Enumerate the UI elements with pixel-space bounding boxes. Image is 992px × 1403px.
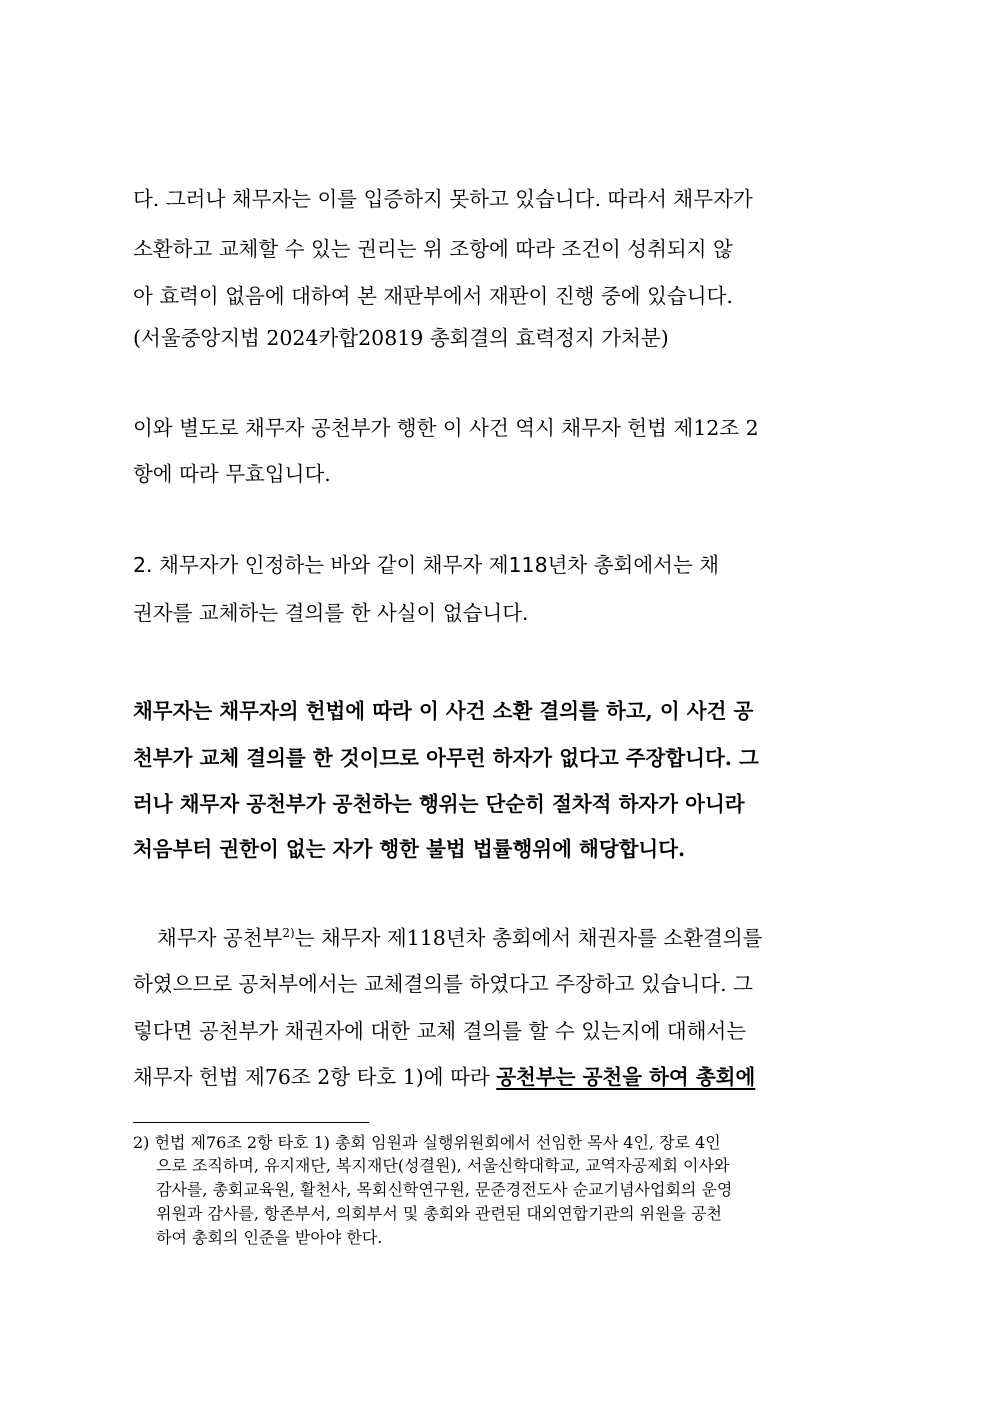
body-line: 렇다면 공천부가 채권자에 대한 교체 결의를 할 수 있는지에 대해서는 [133,1019,747,1043]
text-run: 는 채무자 제118년차 총회에서 채권자를 소환결의를 [294,926,763,950]
bold-line: 처음부터 권한이 없는 자가 행한 불법 법률행위에 해당합니다. [133,837,686,861]
body-line: 이와 별도로 채무자 공천부가 행한 이 사건 역시 채무자 헌법 제12조 2 [133,416,759,440]
bold-line: 러나 채무자 공천부가 공천하는 행위는 단순히 절차적 하자가 아니라 [133,792,745,816]
footnote-line: 감사를, 총회교육원, 활천사, 목회신학연구원, 문준경전도사 순교기념사업회의 운영 [156,1180,733,1199]
footnote-line: 하여 총회의 인준을 받아야 한다. [156,1228,383,1247]
footnote-line: 으로 조직하며, 유지재단, 복지재단(성결원), 서울신학대학교, 교역자공제회 이사와 [156,1156,730,1175]
body-line: 하였으므로 공처부에서는 교체결의를 하였다고 주장하고 있습니다. 그 [133,972,753,996]
footnote-line: 위원과 감사를, 항존부서, 의회부서 및 총회와 관련된 대외연합기관의 위원을 공천 [156,1204,722,1223]
text-run: 채무자 공천부 [157,926,283,950]
bold-line: 채무자는 채무자의 헌법에 따라 이 사건 소환 결의를 하고, 이 사건 공 [133,699,754,723]
body-line [133,1064,755,1090]
body-line: 다. 그러나 채무자는 이를 입증하지 못하고 있습니다. 따라서 채무자가 [133,187,753,211]
body-line: 2. 채무자가 인정하는 바와 같이 채무자 제118년차 총회에서는 채 [133,553,720,577]
text-run: 채무자 헌법 제76조 2항 타호 1)에 따라 [133,1065,497,1089]
body-line: (서울중앙지법 2024카합20819 총회결의 효력정지 가처분) [133,326,669,350]
bold-line: 천부가 교체 결의를 한 것이므로 아무런 하자가 없다고 주장합니다. 그 [133,746,759,770]
footnote-line: 2) 헌법 제76조 2항 타호 1) 총회 임원과 실행위원회에서 선임한 목사 4인, 장로 4인 [133,1133,721,1152]
body-line [157,925,762,951]
body-line: 항에 따라 무효입니다. [133,462,331,486]
footnote-reference[interactable]: 2) [282,926,295,941]
bold-underlined-run: 공천부는 공천을 하여 총회에 [496,1065,756,1089]
body-line: 아 효력이 없음에 대하여 본 재판부에서 재판이 진행 중에 있습니다. [133,284,733,308]
body-line: 소환하고 교체할 수 있는 권리는 위 조항에 따라 조건이 성취되지 않 [133,237,733,261]
footnote-separator [133,1122,369,1123]
body-line: 권자를 교체하는 결의를 한 사실이 없습니다. [133,601,529,625]
